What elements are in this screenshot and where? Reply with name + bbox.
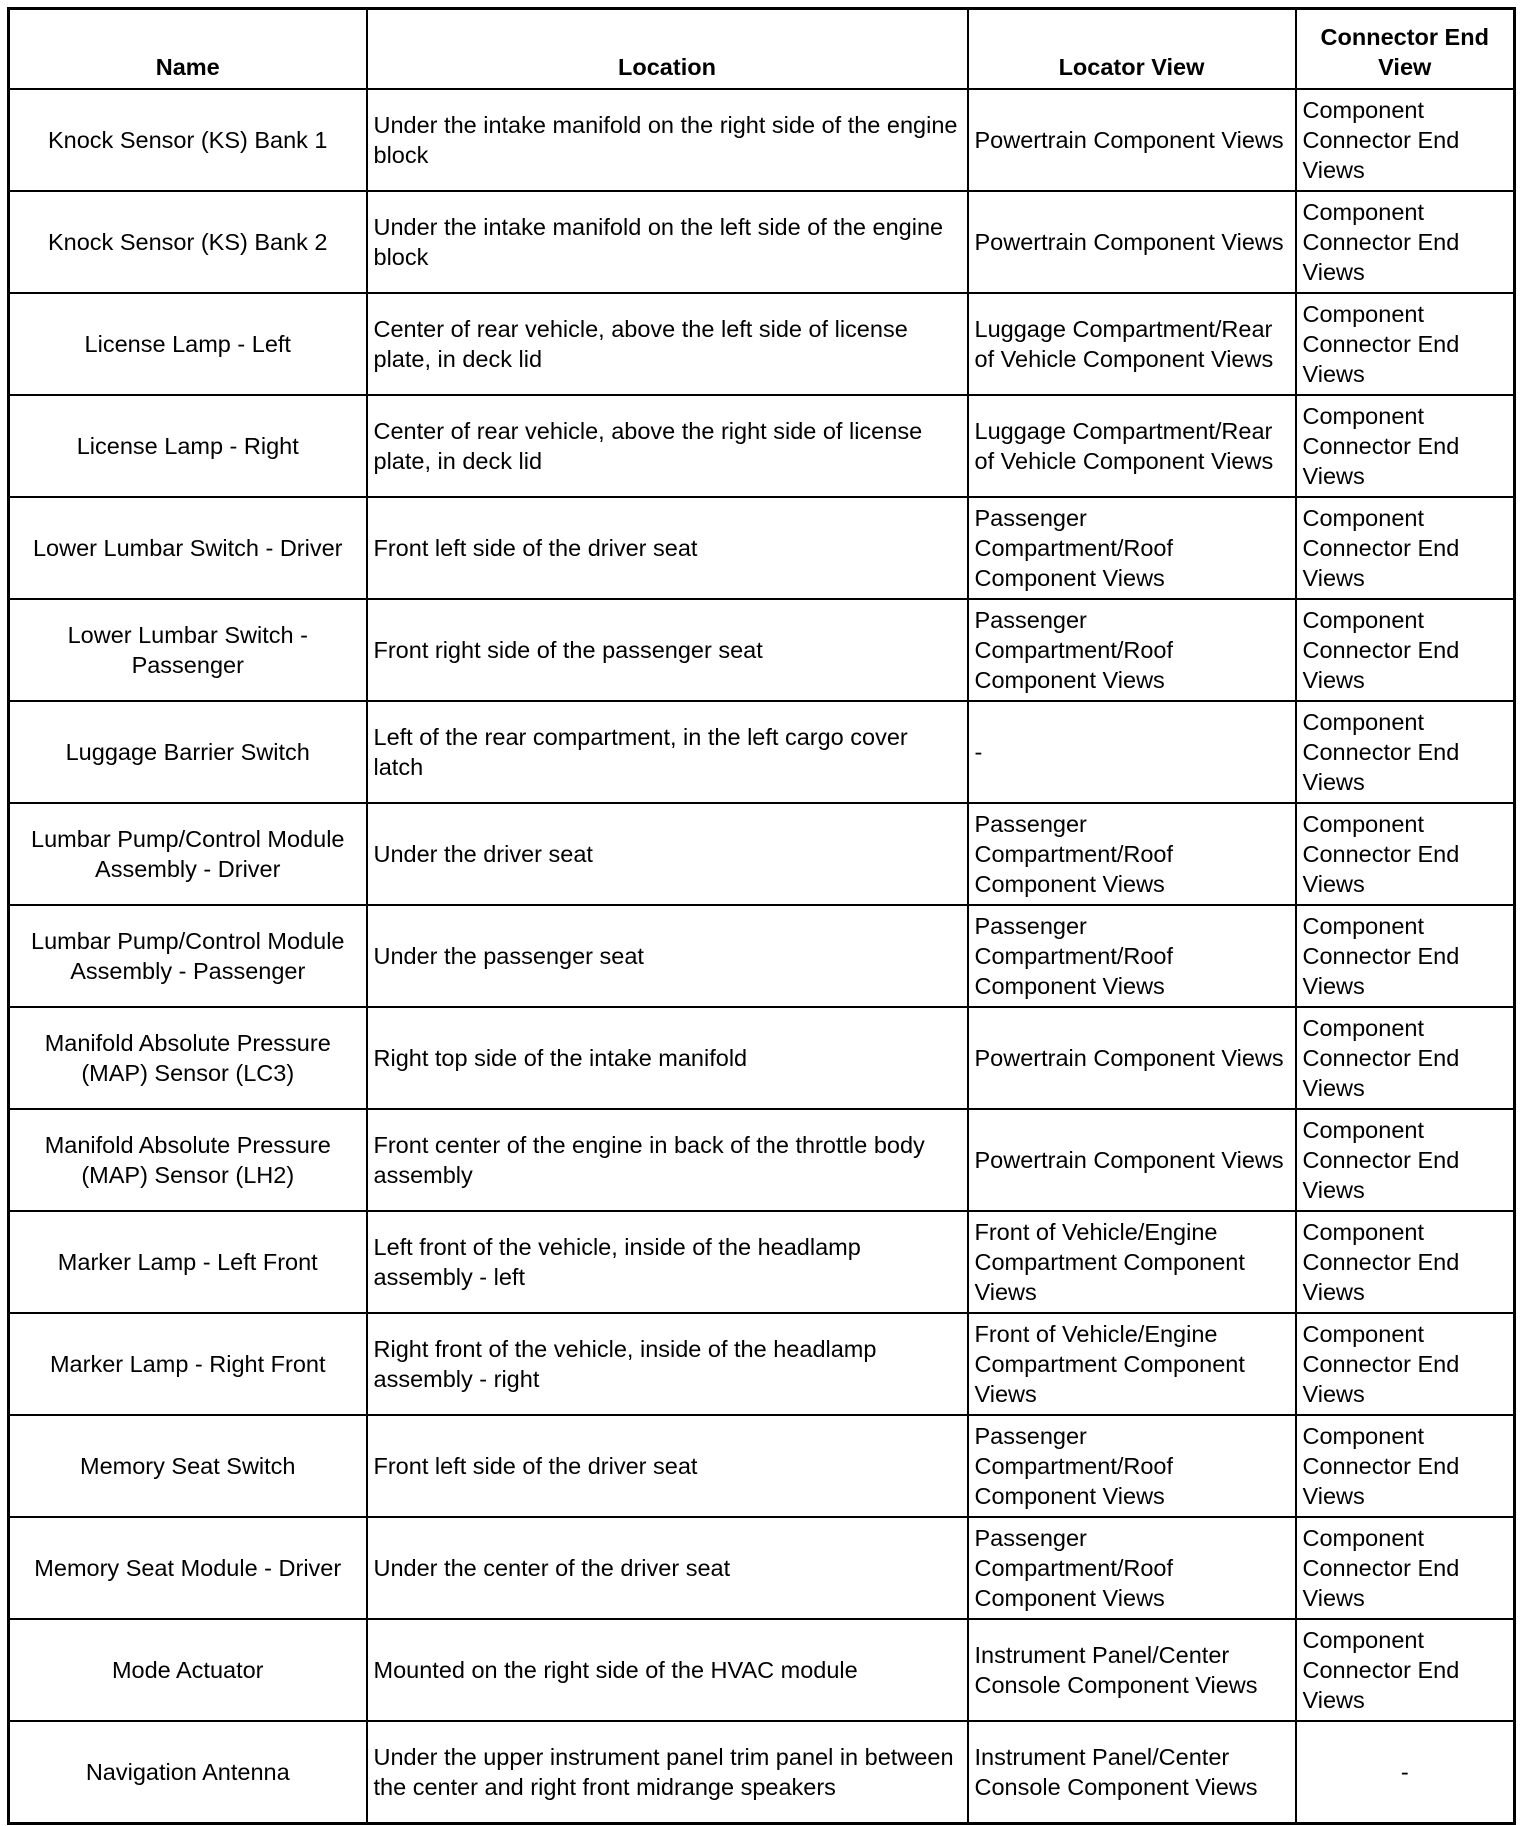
- column-header-locator-view: Locator View: [968, 9, 1296, 90]
- table-row: [9, 1517, 1515, 1619]
- cell-connector-end-view: Component Connector End Views: [1296, 701, 1515, 803]
- table-row: [9, 89, 1515, 191]
- cell-location: Under the intake manifold on the left side of the engine block: [367, 191, 968, 293]
- table-row: [9, 599, 1515, 701]
- cell-locator-view: Luggage Compartment/Rear of Vehicle Component Views: [968, 293, 1296, 395]
- table-row: [9, 905, 1515, 1007]
- cell-location: Under the driver seat: [367, 803, 968, 905]
- cell-locator-view: Instrument Panel/Center Console Component Views: [968, 1721, 1296, 1824]
- cell-location: Center of rear vehicle, above the left side of license plate, in deck lid: [367, 293, 968, 395]
- component-locator-table: [7, 7, 1516, 1825]
- cell-name: Memory Seat Switch: [9, 1415, 367, 1517]
- cell-locator-view: Front of Vehicle/Engine Compartment Component Views: [968, 1313, 1296, 1415]
- cell-locator-view: Powertrain Component Views: [968, 1109, 1296, 1211]
- cell-locator-view: Instrument Panel/Center Console Component Views: [968, 1619, 1296, 1721]
- cell-connector-end-view: Component Connector End Views: [1296, 497, 1515, 599]
- cell-name: Luggage Barrier Switch: [9, 701, 367, 803]
- cell-connector-end-view: Component Connector End Views: [1296, 1007, 1515, 1109]
- cell-connector-end-view: Component Connector End Views: [1296, 905, 1515, 1007]
- cell-locator-view: Passenger Compartment/Roof Component Views: [968, 497, 1296, 599]
- cell-name: Knock Sensor (KS) Bank 2: [9, 191, 367, 293]
- table-row: [9, 293, 1515, 395]
- cell-connector-end-view: -: [1296, 1721, 1515, 1824]
- cell-location: Mounted on the right side of the HVAC module: [367, 1619, 968, 1721]
- cell-name: Lower Lumbar Switch - Passenger: [9, 599, 367, 701]
- table-row: [9, 1211, 1515, 1313]
- cell-location: Right front of the vehicle, inside of the headlamp assembly - right: [367, 1313, 968, 1415]
- cell-name: Lumbar Pump/Control Module Assembly - Passenger: [9, 905, 367, 1007]
- cell-connector-end-view: Component Connector End Views: [1296, 1211, 1515, 1313]
- column-header-name: Name: [9, 9, 367, 90]
- cell-connector-end-view: Component Connector End Views: [1296, 599, 1515, 701]
- cell-connector-end-view: Component Connector End Views: [1296, 191, 1515, 293]
- table-row: [9, 1721, 1515, 1824]
- cell-locator-view: -: [968, 701, 1296, 803]
- table-row: [9, 1109, 1515, 1211]
- cell-connector-end-view: Component Connector End Views: [1296, 1109, 1515, 1211]
- column-header-location: Location: [367, 9, 968, 90]
- cell-connector-end-view: Component Connector End Views: [1296, 1517, 1515, 1619]
- cell-connector-end-view: Component Connector End Views: [1296, 395, 1515, 497]
- cell-locator-view: Passenger Compartment/Roof Component Views: [968, 599, 1296, 701]
- cell-location: Left of the rear compartment, in the left cargo cover latch: [367, 701, 968, 803]
- cell-connector-end-view: Component Connector End Views: [1296, 1415, 1515, 1517]
- table-row: [9, 1007, 1515, 1109]
- cell-location: Front left side of the driver seat: [367, 1415, 968, 1517]
- cell-locator-view: Passenger Compartment/Roof Component Views: [968, 905, 1296, 1007]
- cell-name: Navigation Antenna: [9, 1721, 367, 1824]
- cell-locator-view: Passenger Compartment/Roof Component Views: [968, 1415, 1296, 1517]
- cell-locator-view: Passenger Compartment/Roof Component Views: [968, 1517, 1296, 1619]
- cell-location: Under the center of the driver seat: [367, 1517, 968, 1619]
- table-row: [9, 1313, 1515, 1415]
- table-row: [9, 1619, 1515, 1721]
- cell-location: Under the intake manifold on the right side of the engine block: [367, 89, 968, 191]
- cell-location: Center of rear vehicle, above the right side of license plate, in deck lid: [367, 395, 968, 497]
- table-row: [9, 803, 1515, 905]
- cell-name: Lumbar Pump/Control Module Assembly - Driver: [9, 803, 367, 905]
- table-row: [9, 191, 1515, 293]
- cell-name: Lower Lumbar Switch - Driver: [9, 497, 367, 599]
- cell-location: Under the upper instrument panel trim panel in between the center and right front midrange speakers: [367, 1721, 968, 1824]
- cell-connector-end-view: Component Connector End Views: [1296, 1619, 1515, 1721]
- cell-name: Marker Lamp - Right Front: [9, 1313, 367, 1415]
- cell-connector-end-view: Component Connector End Views: [1296, 89, 1515, 191]
- cell-locator-view: Powertrain Component Views: [968, 191, 1296, 293]
- cell-connector-end-view: Component Connector End Views: [1296, 803, 1515, 905]
- cell-name: Manifold Absolute Pressure (MAP) Sensor (LH2): [9, 1109, 367, 1211]
- table-body: [9, 89, 1515, 1824]
- component-locator-document: [7, 7, 1513, 1811]
- cell-locator-view: Powertrain Component Views: [968, 1007, 1296, 1109]
- table-row: [9, 1415, 1515, 1517]
- cell-locator-view: Passenger Compartment/Roof Component Views: [968, 803, 1296, 905]
- cell-locator-view: Powertrain Component Views: [968, 89, 1296, 191]
- cell-name: Memory Seat Module - Driver: [9, 1517, 367, 1619]
- cell-name: License Lamp - Left: [9, 293, 367, 395]
- table-row: [9, 497, 1515, 599]
- cell-name: Mode Actuator: [9, 1619, 367, 1721]
- cell-location: Front right side of the passenger seat: [367, 599, 968, 701]
- cell-locator-view: Front of Vehicle/Engine Compartment Component Views: [968, 1211, 1296, 1313]
- cell-name: License Lamp - Right: [9, 395, 367, 497]
- column-header-connector-end-view: Connector End View: [1296, 9, 1515, 90]
- table-header-row: [9, 9, 1515, 90]
- cell-locator-view: Luggage Compartment/Rear of Vehicle Component Views: [968, 395, 1296, 497]
- table-row: [9, 395, 1515, 497]
- cell-location: Front left side of the driver seat: [367, 497, 968, 599]
- cell-location: Left front of the vehicle, inside of the headlamp assembly - left: [367, 1211, 968, 1313]
- cell-connector-end-view: Component Connector End Views: [1296, 293, 1515, 395]
- cell-name: Knock Sensor (KS) Bank 1: [9, 89, 367, 191]
- cell-location: Under the passenger seat: [367, 905, 968, 1007]
- cell-location: Right top side of the intake manifold: [367, 1007, 968, 1109]
- cell-connector-end-view: Component Connector End Views: [1296, 1313, 1515, 1415]
- table-row: [9, 701, 1515, 803]
- cell-name: Manifold Absolute Pressure (MAP) Sensor (LC3): [9, 1007, 367, 1109]
- cell-location: Front center of the engine in back of the throttle body assembly: [367, 1109, 968, 1211]
- cell-name: Marker Lamp - Left Front: [9, 1211, 367, 1313]
